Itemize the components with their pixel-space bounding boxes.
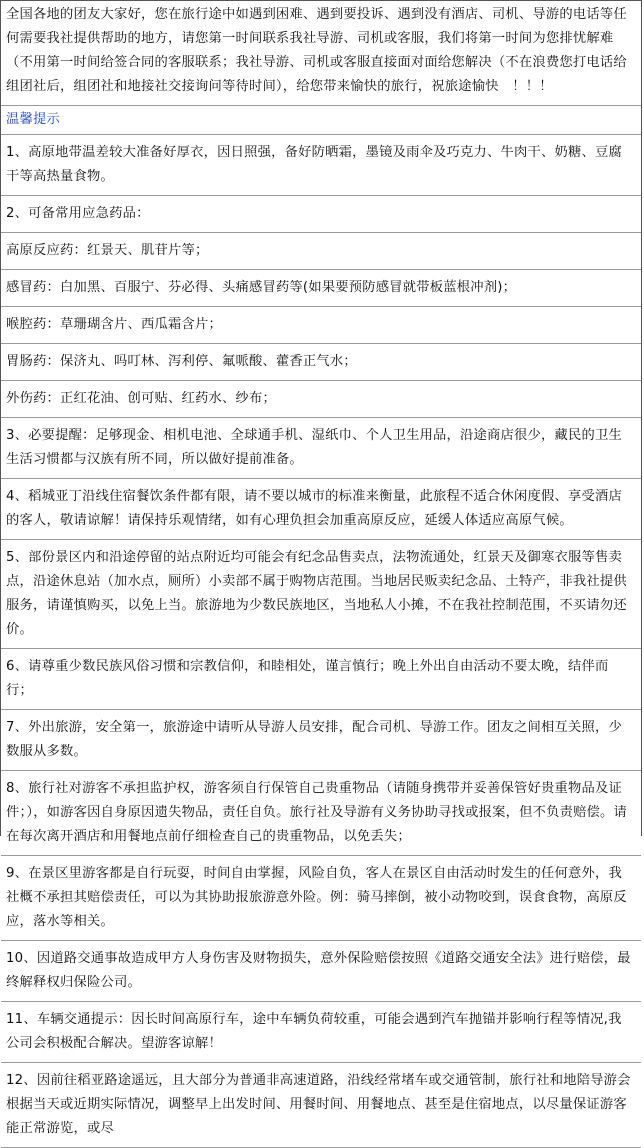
intro-paragraph: 全国各地的团友大家好，您在旅行途中如遇到困难、遇到要投诉、遇到没有酒店、司机、导游的电话等任何需要我社提供帮助的地方，请您第一时间联系我社导游、司机或客服，我们将第一时间为您排忧解难（不用第一时间给签合同的客服联系；我社导游、司机或客服直接面对面给您解决（不在浪费您打电话给组团社后，组团社和地接社交接询问等待时间），给您带来愉快的旅行，祝旅途愉快 ！！！ [1, 0, 641, 106]
tip-item-9: 9、在景区里游客都是自行玩耍，时间自由掌握，风险自负，客人在景区自由活动时发生的任何意外，我社概不承担其赔偿责任，可以为其协助报旅游意外险。例：骑马摔倒，被小动物咬到，误食食物，高原反应，落水等相关。 [1, 856, 641, 941]
tip-item-4: 4、稻城亚丁沿线住宿餐饮条件都有限，请不要以城市的标准来衡量，此旅程不适合休闲度假、享受酒店的客人，敬请谅解！请保持乐观情绪，如有心理负担会加重高原反应，延缓人体适应高原气候。 [1, 479, 641, 540]
tips-heading: 温馨提示 [1, 106, 641, 135]
tip-item-throat-medicine: 喉腔药：草珊瑚含片、西瓜霜含片； [1, 307, 641, 344]
tip-item-3: 3、必要提醒：足够现金、相机电池、全球通手机、湿纸巾、个人卫生用品，沿途商店很少，藏民的卫生生活习惯都与汉族有所不同，所以做好提前准备。 [1, 418, 641, 479]
tip-item-2: 2、可备常用应急药品： [1, 196, 641, 233]
tip-item-stomach-medicine: 胃肠药：保济丸、吗叮林、泻利停、氟哌酸、藿香正气水； [1, 344, 641, 381]
tip-item-12: 12、因前往稻亚路途遥远，且大部分为普通非高速道路，沿线经常堵车或交通管制，旅行社和地陪导游会根据当天或近期实际情况，调整早上出发时间、用餐时间、用餐地点、甚至是住宿地点，以尽量保证游客能正常游览，或尽 [1, 1063, 641, 1148]
tip-item-11: 11、车辆交通提示：因长时间高原行车，途中车辆负荷较重，可能会遇到汽车抛锚并影响行程等情况,我公司会积极配合解决。望游客谅解！ [1, 1002, 641, 1063]
tip-item-wound-medicine: 外伤药：正红花油、创可贴、红药水、纱布； [1, 381, 641, 418]
tip-item-8: 8、旅行社对游客不承担监护权，游客须自行保管自己贵重物品（请随身携带并妥善保管好贵重物品及证件；），如游客因自身原因遗失物品，责任自负。旅行社及导游有义务协助寻找或报案，但不负责赔偿。请在每次离开酒店和用餐地点前仔细检查自己的贵重物品，以免丢失； [1, 771, 641, 856]
tip-item-6: 6、请尊重少数民族风俗习惯和宗教信仰，和睦相处，谨言慎行；晚上外出自由活动不要太晚，结伴而行； [1, 649, 641, 710]
tip-item-5: 5、部份景区内和沿途停留的站点附近均可能会有纪念品售卖点，法物流通处，红景天及御寒衣服等售卖点，沿途休息站（加水点，厕所）小卖部不属于购物店范围。当地居民贩卖纪念品、土特产，非我社提供服务，请谨慎购买，以免上当。旅游地为少数民族地区，当地私人小摊，不在我社控制范围，不买请勿还价。 [1, 540, 641, 649]
tip-item-10: 10、因道路交通事故造成甲方人身伤害及财物损失，意外保险赔偿按照《道路交通安全法》进行赔偿，最终解释权归保险公司。 [1, 941, 641, 1002]
tip-item-cold-medicine: 感冒药：白加黑、百服宁、芬必得、头痛感冒药等(如果要预防感冒就带板蓝根冲剂)； [1, 270, 641, 307]
tip-item-7: 7、外出旅游，安全第一，旅游途中请听从导游人员安排，配合司机、导游工作。团友之间相互关照，少数服从多数。 [1, 710, 641, 771]
tip-item-altitude-medicine: 高原反应药：红景天、肌苷片等； [1, 233, 641, 270]
tip-item-1: 1、高原地带温差较大准备好厚衣，因日照强，备好防晒霜，墨镜及雨伞及巧克力、牛肉干、奶糖、豆腐干等高热量食物。 [1, 135, 641, 196]
